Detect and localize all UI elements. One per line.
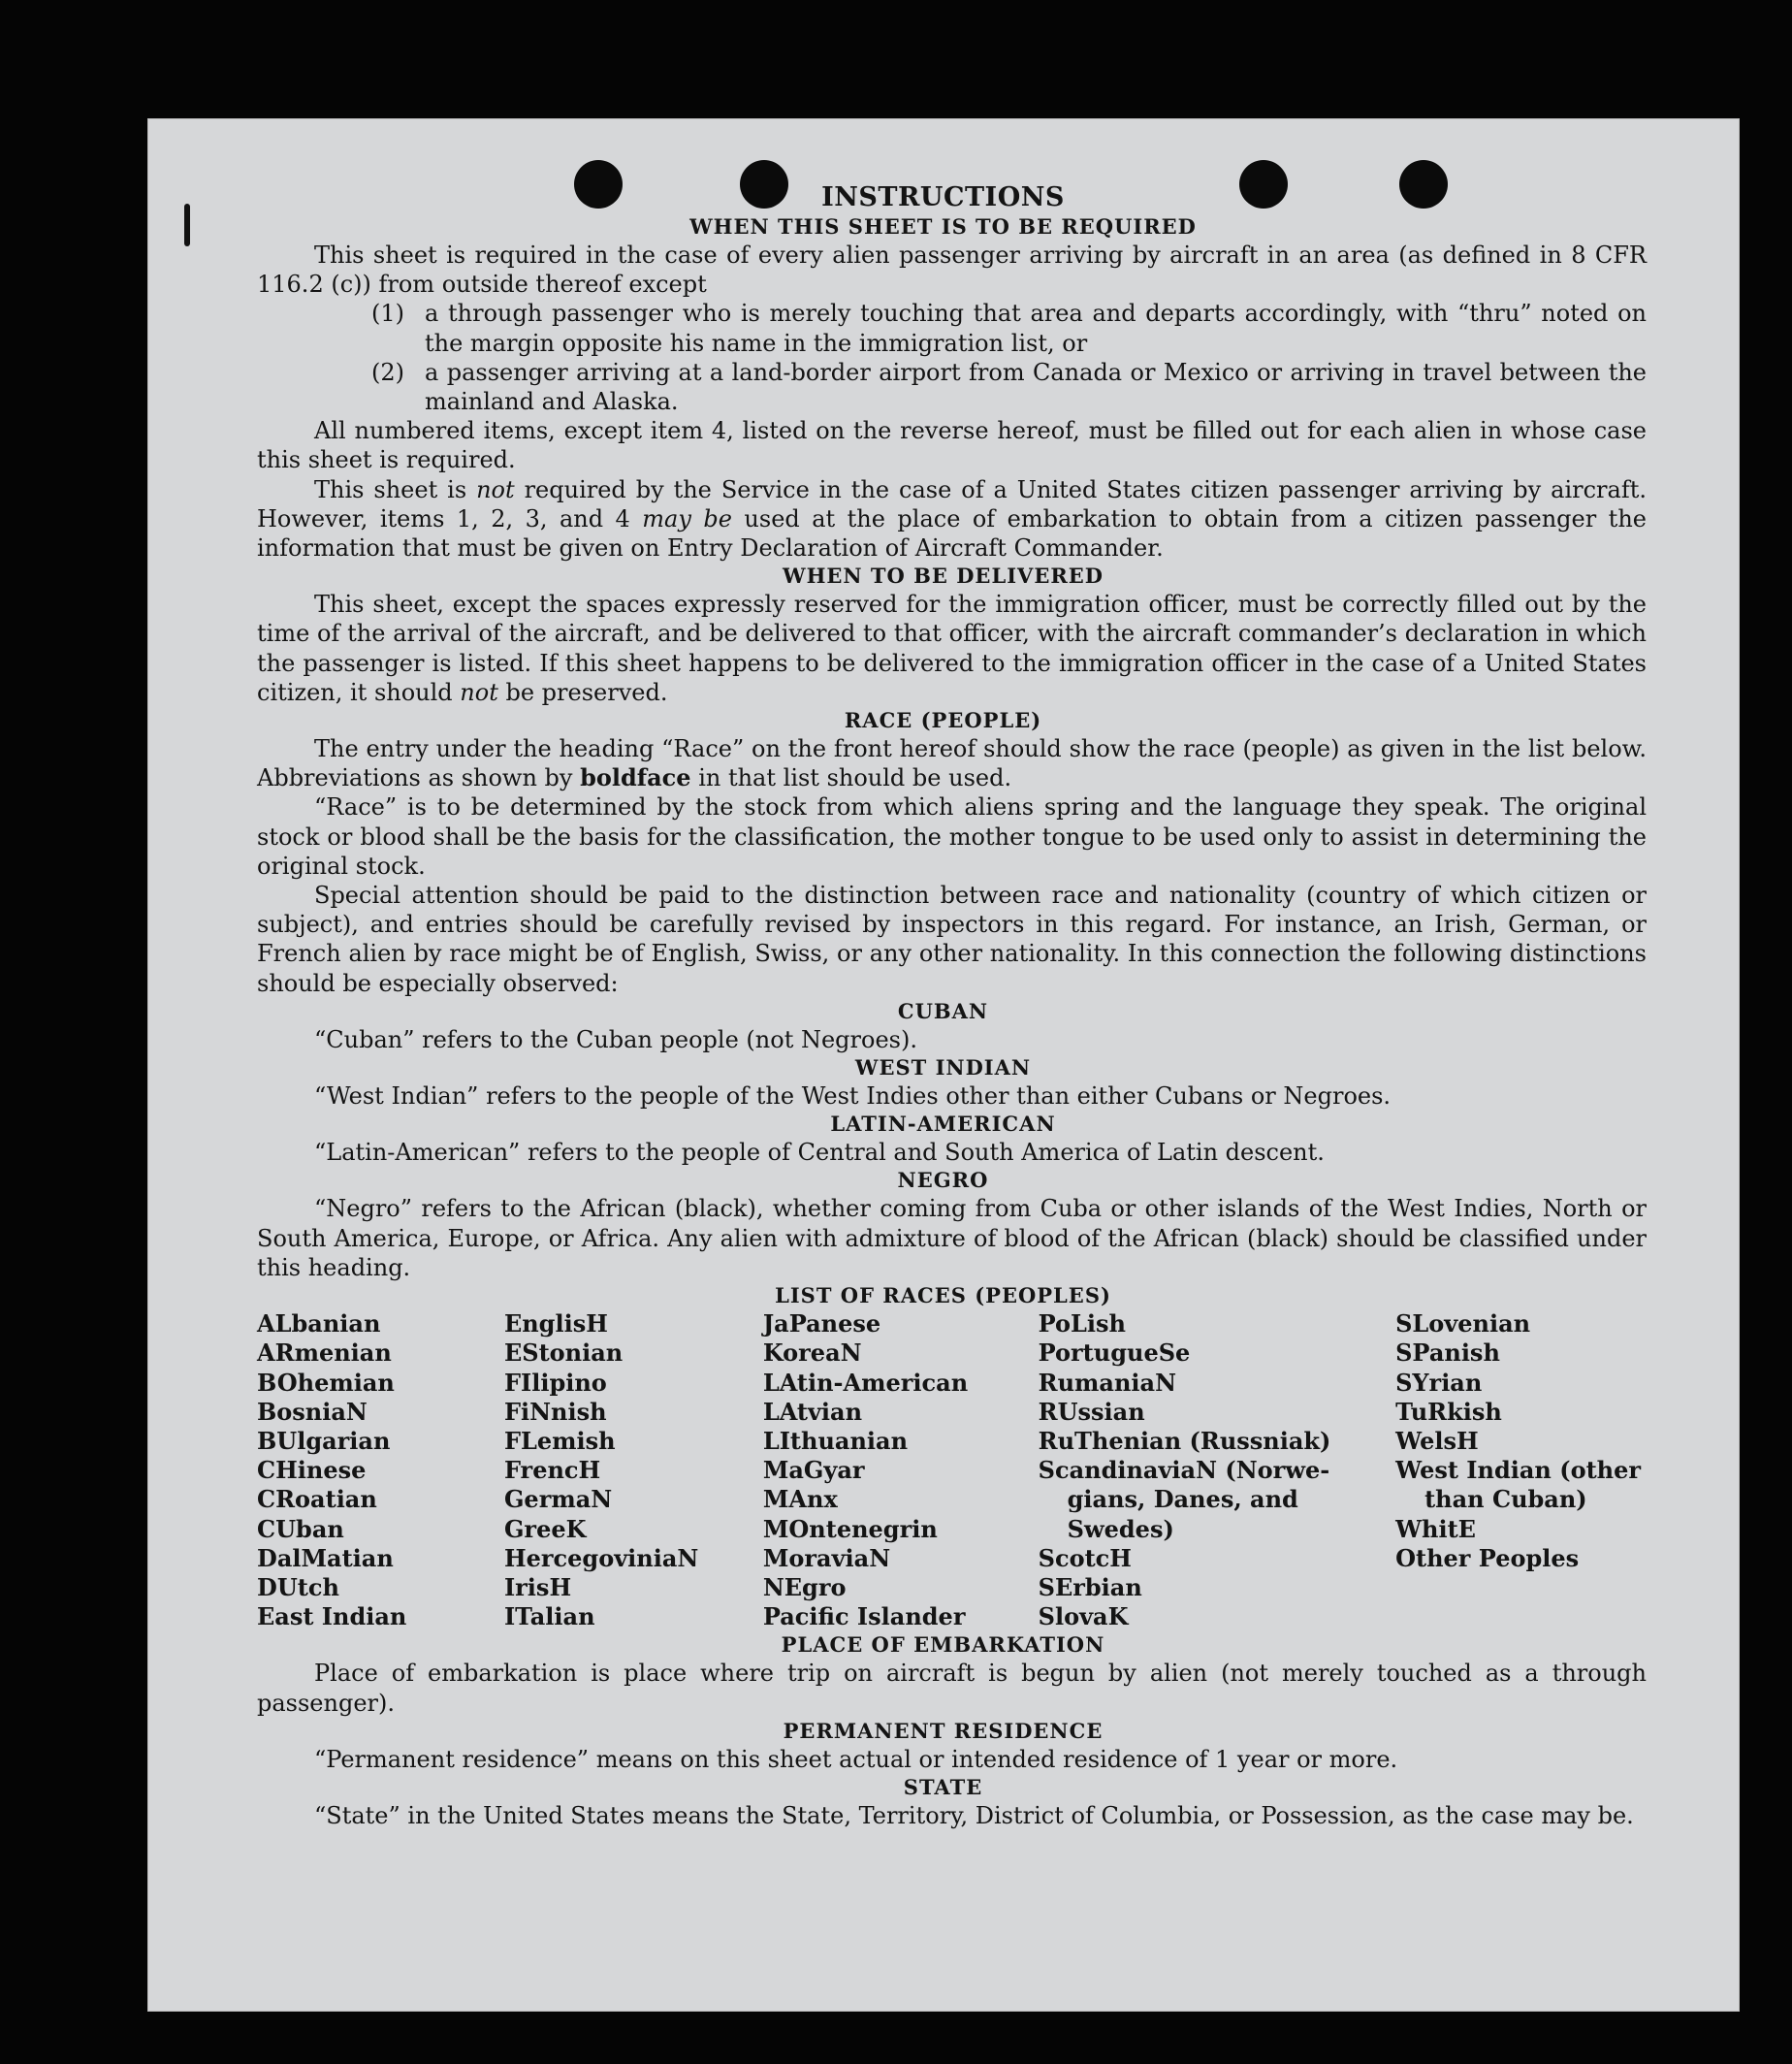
race-entry: FLemish bbox=[503, 1426, 616, 1455]
race-entry: RumaniaN bbox=[1038, 1368, 1177, 1397]
list-item bbox=[371, 299, 1647, 357]
race-entry: DUtch bbox=[257, 1572, 339, 1601]
race-entry: SlovaK bbox=[1038, 1602, 1129, 1631]
race-entry-continued: gians, Danes, and bbox=[1067, 1485, 1298, 1514]
paragraph: “Cuban” refers to the Cuban people (not Negroes). bbox=[314, 1025, 917, 1053]
race-entry: ITalian bbox=[503, 1602, 595, 1631]
race-entry: PortugueSe bbox=[1038, 1338, 1191, 1368]
item-number: (1) bbox=[371, 300, 404, 328]
race-entry: SLovenian bbox=[1395, 1309, 1531, 1338]
race-entry-continued: Swedes) bbox=[1067, 1514, 1174, 1543]
section-heading: LIST OF RACES (PEOPLES) bbox=[775, 1283, 1111, 1308]
race-entry: BUlgarian bbox=[257, 1426, 391, 1455]
race-entry: MaGyar bbox=[762, 1456, 865, 1485]
paragraph: The entry under the heading “Race” on the front hereof should show the race (people) as given in the list below. Abbreviations as shown by boldface in that list should be used. bbox=[257, 735, 1647, 792]
race-entry: IrisH bbox=[503, 1572, 572, 1601]
race-entry: GreeK bbox=[503, 1514, 587, 1543]
race-entry: Other Peoples bbox=[1395, 1543, 1580, 1572]
paragraph: “Latin-American” refers to the people of Central and South America of Latin descent. bbox=[314, 1139, 1325, 1167]
page-title: INSTRUCTIONS bbox=[821, 182, 1065, 212]
race-entry: JaPanese bbox=[762, 1309, 881, 1338]
race-entry: EStonian bbox=[503, 1338, 624, 1368]
section-heading: RACE (PEOPLE) bbox=[844, 708, 1042, 733]
race-entry: ScotcH bbox=[1038, 1543, 1132, 1572]
race-column bbox=[504, 1309, 763, 1631]
race-column bbox=[1395, 1309, 1647, 1631]
paragraph: “Permanent residence” means on this sheet actual or intended residence of 1 year or more. bbox=[314, 1745, 1398, 1773]
paragraph: Special attention should be paid to the distinction between race and nationality (country of which citizen or subject), and entries should be carefully revised by inspectors in this regard. For instance, an Irish, German, or French alien by race might be of English, Swiss, or any other nationality. In this connection the following distinctions should be especially observed: bbox=[257, 882, 1647, 997]
race-entry: PoLish bbox=[1038, 1309, 1126, 1338]
race-entry: GermaN bbox=[503, 1485, 613, 1514]
section-heading: LATIN-AMERICAN bbox=[830, 1112, 1056, 1137]
item-text: a through passenger who is merely touching that area and departs accordingly, with “thru” noted on the margin opposite his name in the immigration list, or bbox=[425, 300, 1647, 357]
race-entry: WelsH bbox=[1395, 1426, 1479, 1455]
race-entry-continued: than Cuban) bbox=[1424, 1485, 1587, 1514]
race-entry: EnglisH bbox=[503, 1309, 608, 1338]
paragraph: “State” in the United States means the State, Territory, District of Columbia, or Possession, as the case may be. bbox=[314, 1801, 1634, 1829]
race-entry: East Indian bbox=[257, 1602, 407, 1631]
section-heading: NEGRO bbox=[897, 1168, 989, 1193]
race-column bbox=[763, 1309, 1039, 1631]
paragraph: “West Indian” refers to the people of the West Indies other than either Cubans or Negroes. bbox=[314, 1082, 1392, 1111]
race-entry: CRoatian bbox=[257, 1485, 377, 1514]
race-entry: MOntenegrin bbox=[762, 1514, 938, 1543]
race-entry: MoraviaN bbox=[762, 1543, 891, 1572]
paragraph: This sheet, except the spaces expressly reserved for the immigration officer, must be correctly filled out by the time of the arrival of the aircraft, and be delivered to that officer, with the aircraft commander’s declaration in which the passenger is listed. If this sheet happens to be delivered to the immigration officer in the case of a United States citizen, it should not be preserved. bbox=[257, 591, 1647, 706]
race-entry: SYrian bbox=[1395, 1368, 1483, 1397]
race-entry: MAnx bbox=[762, 1485, 838, 1514]
section-heading: PLACE OF EMBARKATION bbox=[781, 1632, 1105, 1658]
race-entry: LIthuanian bbox=[762, 1426, 909, 1455]
race-entry: DalMatian bbox=[257, 1543, 394, 1572]
race-column bbox=[1039, 1309, 1395, 1631]
race-column bbox=[257, 1309, 504, 1631]
race-entry: NEgro bbox=[762, 1572, 847, 1601]
paragraph: “Race” is to be determined by the stock from which aliens spring and the language they speak. The original stock or blood shall be the basis for the classification, the mother tongue to be used only to assist in determining the original stock. bbox=[257, 793, 1647, 880]
race-entry: HercegoviniaN bbox=[503, 1543, 699, 1572]
race-entry: CHinese bbox=[257, 1456, 367, 1485]
section-heading: STATE bbox=[903, 1774, 983, 1799]
race-entry: TuRkish bbox=[1395, 1397, 1502, 1426]
race-entry: RUssian bbox=[1038, 1397, 1145, 1426]
race-entry: FiNnish bbox=[503, 1397, 607, 1426]
instructions-text bbox=[147, 118, 1740, 1830]
race-entry: West Indian (other bbox=[1395, 1456, 1642, 1485]
race-entry: ARmenian bbox=[257, 1338, 392, 1368]
list-item bbox=[371, 358, 1647, 416]
section-heading: WHEN TO BE DELIVERED bbox=[782, 564, 1104, 589]
paragraph: Place of embarkation is place where trip on aircraft is begun by alien (not merely touched as a through passenger). bbox=[257, 1660, 1647, 1717]
section-heading: WEST INDIAN bbox=[854, 1055, 1032, 1080]
section-heading: WHEN THIS SHEET IS TO BE REQUIRED bbox=[689, 214, 1197, 239]
race-entry: RuThenian (Russniak) bbox=[1038, 1426, 1331, 1455]
race-entry: SPanish bbox=[1395, 1338, 1500, 1368]
document-sheet bbox=[147, 118, 1740, 2012]
paragraph: All numbered items, except item 4, listed on the reverse hereof, must be filled out for each alien in whose case this sheet is required. bbox=[257, 417, 1647, 474]
race-list bbox=[257, 1309, 1647, 1631]
race-entry: ALbanian bbox=[257, 1309, 381, 1338]
race-entry: KoreaN bbox=[762, 1338, 862, 1368]
race-entry: LAtvian bbox=[762, 1397, 863, 1426]
race-entry: WhitE bbox=[1395, 1514, 1476, 1543]
race-entry: BosniaN bbox=[257, 1397, 368, 1426]
item-text: a passenger arriving at a land-border airport from Canada or Mexico or arriving in travel between the mainland and Alaska. bbox=[425, 358, 1647, 416]
race-entry: CUban bbox=[257, 1514, 344, 1543]
race-entry: Pacific Islander bbox=[762, 1602, 966, 1631]
paragraph: “Negro” refers to the African (black), whether coming from Cuba or other islands of the West Indies, North or South America, Europe, or Africa. Any alien with admixture of blood of the African (black) should be classified under this heading. bbox=[257, 1195, 1647, 1281]
section-heading: PERMANENT RESIDENCE bbox=[783, 1718, 1104, 1743]
race-entry: BOhemian bbox=[257, 1368, 395, 1397]
paragraph: This sheet is required in the case of every alien passenger arriving by aircraft in an area (as defined in 8 CFR 116.2 (c)) from outside thereof except bbox=[257, 242, 1647, 299]
race-entry: FrencH bbox=[503, 1456, 601, 1485]
race-entry: LAtin-American bbox=[762, 1368, 969, 1397]
race-entry: SErbian bbox=[1038, 1572, 1142, 1601]
item-number: (2) bbox=[371, 358, 404, 386]
section-heading: CUBAN bbox=[897, 998, 989, 1023]
race-entry: FIlipino bbox=[503, 1368, 607, 1397]
paragraph: This sheet is not required by the Service in the case of a United States citizen passenger arriving by aircraft. However, items 1, 2, 3, and 4 may be used at the place of embarkation to obtain from a citizen passenger the information that must be given on Entry Declaration of Aircraft Commander. bbox=[257, 475, 1647, 563]
race-entry: ScandinaviaN (Norwe- bbox=[1038, 1456, 1330, 1485]
